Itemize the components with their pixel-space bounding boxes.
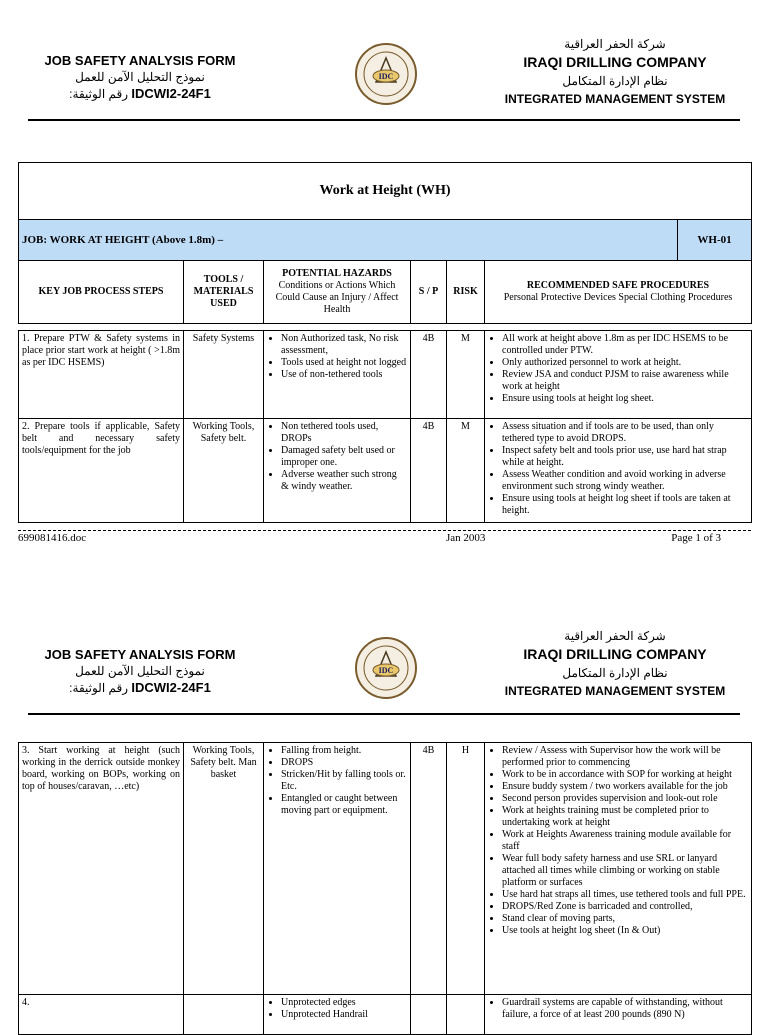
sp-cell: 4B [411, 743, 447, 995]
hazard-item: • Tools used at height not logged [281, 357, 407, 369]
hazards-cell [264, 331, 411, 419]
doc-ref: IDCWI2-24F1 [131, 680, 211, 695]
risk-cell: M [447, 419, 485, 523]
system-name-arabic: نظام الإدارة المتكامل [562, 74, 668, 88]
tools-cell [184, 995, 264, 1035]
risk-cell [447, 995, 485, 1035]
risk-cell: M [447, 331, 485, 419]
header-rule [28, 713, 740, 715]
doc-ref-label-arabic: رقم الوثيقة: [69, 87, 129, 101]
hazard-item: • Falling from height. [281, 745, 407, 757]
doc-ref-label-arabic: رقم الوثيقة: [69, 681, 129, 695]
company-name-arabic: شركة الحفر العراقية [564, 37, 666, 51]
col-tools: TOOLS / MATERIALS USED [184, 261, 264, 324]
form-title: JOB SAFETY ANALYSIS FORM [44, 53, 236, 68]
hazards-cell [264, 743, 411, 995]
step-cell: 1. Prepare PTW & Safety systems in place prior start work at height ( >1.8m as per IDC HSEMS) [19, 331, 184, 419]
hazard-item: • Use of non-tethered tools [281, 369, 407, 381]
header-left [20, 52, 260, 103]
procedure-item: • Review / Assess with Supervisor how the work will be performed prior to commencing [502, 745, 748, 769]
risk-cell: H [447, 743, 485, 995]
header-rule [28, 119, 740, 121]
procedure-item: • Guardrail systems are capable of withstanding, without failure, a force of at least 200 pounds (890 N) [502, 997, 748, 1021]
company-name: IRAQI DRILLING COMPANY [523, 54, 707, 70]
procedure-item: • Only authorized personnel to work at height. [502, 357, 748, 369]
tools-cell: Working Tools, Safety belt. [184, 419, 264, 523]
procedures-cell [485, 995, 752, 1035]
table-row [19, 743, 752, 995]
hazard-item: • Unprotected Handrail [281, 1009, 407, 1021]
doc-ref-line [20, 679, 260, 697]
hazards-cell [264, 995, 411, 1035]
hazard-item: • Entangled or caught between moving part or equipment. [281, 793, 407, 817]
hazard-item: • Non Authorized task, No risk assessment, [281, 333, 407, 357]
footer-filename: 699081416.doc [18, 532, 87, 544]
hazard-item: • Stricken/Hit by falling tools or. Etc. [281, 769, 407, 793]
logo-text: IDC [378, 72, 394, 81]
tools-cell: Safety Systems [184, 331, 264, 419]
footer-date: Jan 2003 [446, 532, 486, 544]
job-code: WH-01 [678, 220, 752, 261]
col-risk: RISK [447, 261, 485, 324]
col-steps: KEY JOB PROCESS STEPS [19, 261, 184, 324]
procedures-cell [485, 331, 752, 419]
page-header [0, 36, 768, 126]
hazards-cell [264, 419, 411, 523]
hazard-item: • Unprotected edges [281, 997, 407, 1009]
hazard-item: • DROPS [281, 757, 407, 769]
jsa-table-page-2 [18, 742, 752, 1035]
doc-ref: IDCWI2-24F1 [131, 86, 211, 101]
procedure-item: • Review JSA and conduct PJSM to raise awareness while work at height [502, 369, 748, 393]
job-label: JOB: WORK AT HEIGHT (Above 1.8m) – [19, 220, 678, 261]
table-row [19, 331, 752, 419]
system-name: INTEGRATED MANAGEMENT SYSTEM [504, 92, 726, 106]
company-logo [354, 636, 418, 700]
hazard-item: • Damaged safety belt used or improper one. [281, 445, 407, 469]
table-row [19, 995, 752, 1035]
header-left [20, 646, 260, 697]
sp-cell: 4B [411, 419, 447, 523]
procedure-item: • Use tools at height log sheet (In & Out) [502, 925, 748, 937]
procedure-item: • Work at Heights Awareness training module available for staff [502, 829, 748, 853]
step-cell: 4. [19, 995, 184, 1035]
system-name-arabic: نظام الإدارة المتكامل [562, 666, 668, 680]
company-name-arabic: شركة الحفر العراقية [564, 629, 666, 643]
company-logo [354, 42, 418, 106]
form-title: JOB SAFETY ANALYSIS FORM [44, 647, 236, 662]
procedure-item: • Assess Weather condition and avoid working in adverse environment such strong windy weather. [502, 469, 748, 493]
page-header [0, 628, 768, 718]
procedures-cell [485, 419, 752, 523]
col-procedures: RECOMMENDED SAFE PROCEDURES Personal Protective Devices Special Clothing Procedures [485, 261, 752, 324]
header-right [490, 36, 740, 108]
form-title-arabic: نموذج التحليل الآمن للعمل [75, 664, 205, 678]
doc-ref-line [20, 85, 260, 103]
procedure-item: • Work at heights training must be completed prior to undertaking work at height [502, 805, 748, 829]
hazard-item: • Non tethered tools used, DROPs [281, 421, 407, 445]
table-row [19, 419, 752, 523]
company-name: IRAQI DRILLING COMPANY [523, 646, 707, 662]
procedure-item: • Ensure buddy system / two workers available for the job [502, 781, 748, 793]
procedure-item: • Ensure using tools at height log sheet if tools are taken at height. [502, 493, 748, 517]
procedure-item: • Assess situation and if tools are to be used, than only tethered type to avoid DROPS. [502, 421, 748, 445]
header-right [490, 628, 740, 700]
system-name: INTEGRATED MANAGEMENT SYSTEM [504, 684, 726, 698]
jsa-table-page-1 [18, 162, 752, 523]
footer-page: Page 1 of 3 [671, 532, 721, 544]
procedure-item: • Wear full body safety harness and use SRL or lanyard attached all times while climbing or working on stable platform or surfaces [502, 853, 748, 889]
procedure-item: • Work to be in accordance with SOP for working at height [502, 769, 748, 781]
logo-text: IDC [378, 666, 394, 675]
footer-rule [18, 530, 751, 531]
procedure-item: • Inspect safety belt and tools prior use, use hard hat strap while at height. [502, 445, 748, 469]
procedure-item: • Ensure using tools at height log sheet. [502, 393, 748, 405]
sp-cell: 4B [411, 331, 447, 419]
step-cell: 2. Prepare tools if applicable, Safety belt and necessary safety tools/equipment for the job [19, 419, 184, 523]
procedure-item: • All work at height above 1.8m as per IDC HSEMS to be controlled under PTW. [502, 333, 748, 357]
sp-cell [411, 995, 447, 1035]
step-cell: 3. Start working at height (such working in the derrick outside monkey board, working on BOPs, working on top of houses/caravan, …etc) [19, 743, 184, 995]
procedure-item: • DROPS/Red Zone is barricaded and controlled, [502, 901, 748, 913]
procedures-cell [485, 743, 752, 995]
procedure-item: • Second person provides supervision and look-out role [502, 793, 748, 805]
procedure-item: • Use hard hat straps all times, use tethered tools and full PPE. [502, 889, 748, 901]
table-title: Work at Height (WH) [19, 163, 752, 220]
hazard-item: • Adverse weather such strong & windy weather. [281, 469, 407, 493]
procedure-item: • Stand clear of moving parts, [502, 913, 748, 925]
col-sp: S / P [411, 261, 447, 324]
tools-cell: Working Tools, Safety belt. Man basket [184, 743, 264, 995]
col-hazards: POTENTIAL HAZARDS Conditions or Actions Which Could Cause an Injury / Affect Health [264, 261, 411, 324]
form-title-arabic: نموذج التحليل الآمن للعمل [75, 70, 205, 84]
